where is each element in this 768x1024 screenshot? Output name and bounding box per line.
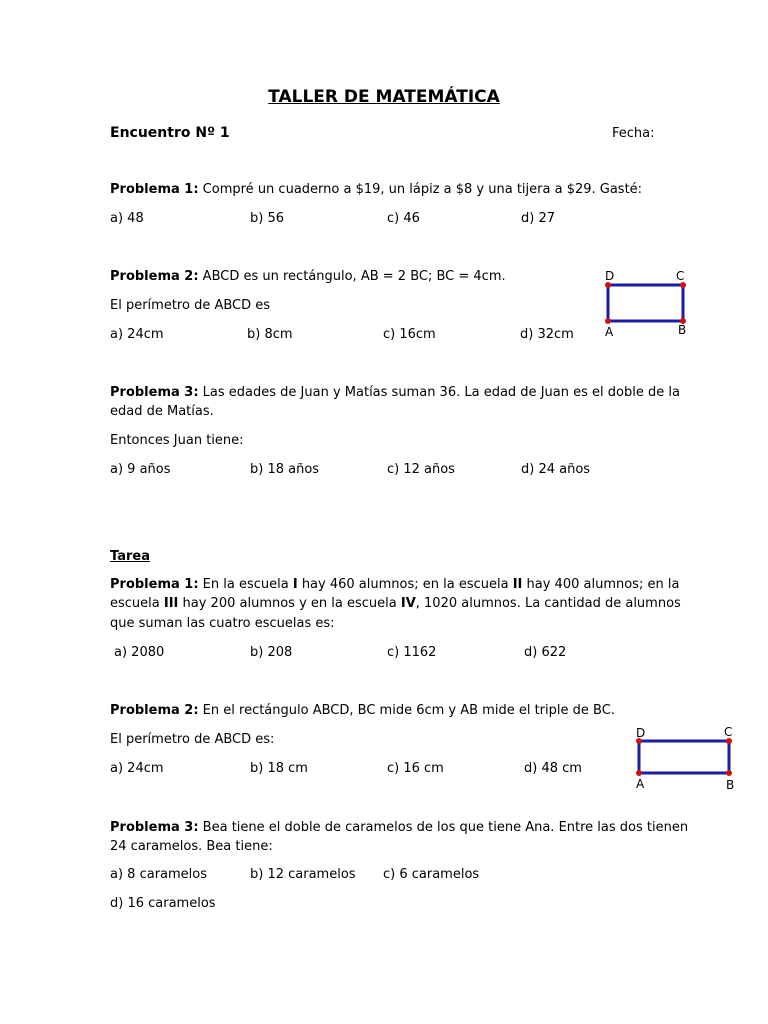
tarea-problem-1-option-b: b) 208 [250, 645, 293, 660]
tarea-problem-1-text-e: hay 200 alumnos y en la escuela [178, 596, 401, 611]
tarea-problem-1-text-f: , 1020 alumnos. La cantidad de alumnos [415, 596, 681, 611]
problem-2-statement [110, 268, 506, 286]
problem-2-label: Problema 2: [110, 269, 199, 284]
rectangle-abcd-figure-1 [600, 268, 695, 340]
tarea-problem-1-line-2 [110, 595, 681, 613]
problem-3-option-d: d) 24 años [521, 462, 591, 477]
tarea-problem-3-option-a: a) 8 caramelos [110, 867, 207, 882]
problem-1-option-d: d) 27 [521, 211, 555, 226]
page-title: TALLER DE MATEMÁTICA [268, 87, 500, 107]
vertex-a [636, 770, 642, 776]
tarea-problem-2-option-b: b) 18 cm [250, 761, 308, 776]
tarea-problem-1-option-a: a) 2080 [114, 645, 165, 660]
tarea-problem-1-text-c: hay 400 alumnos; en la [522, 577, 680, 592]
tarea-problem-1-label: Problema 1: [110, 577, 199, 592]
problem-3-text: Las edades de Juan y Matías suman 36. La edad de Juan es el doble de la [198, 385, 680, 400]
problem-1-label: Problema 1: [110, 182, 199, 197]
vertex-b-label: B [726, 778, 735, 792]
tarea-problem-2-option-d: d) 48 cm [524, 761, 582, 776]
fecha-label: Fecha: [612, 126, 655, 141]
tarea-problem-3-option-c: c) 6 caramelos [383, 867, 480, 882]
tarea-problem-1-option-d: d) 622 [524, 645, 567, 660]
school-iv-label: IV [400, 596, 416, 611]
problem-1-option-b: b) 56 [250, 211, 284, 226]
encuentro-label: Encuentro Nº 1 [110, 125, 230, 141]
problem-2-option-c: c) 16cm [383, 327, 436, 342]
vertex-c-label: C [724, 725, 733, 739]
tarea-problem-3-statement [110, 819, 688, 837]
vertex-d-label: D [605, 269, 615, 283]
tarea-problem-3-text-line-2: 24 caramelos. Bea tiene: [110, 839, 273, 854]
tarea-problem-1-text-b: hay 460 alumnos; en la escuela [297, 577, 513, 592]
tarea-problem-2-option-a: a) 24cm [110, 761, 164, 776]
tarea-problem-2-text: En el rectángulo ABCD, BC mide 6cm y AB mide el triple de BC. [198, 703, 615, 718]
rectangle-abcd-figure-2 [630, 724, 740, 796]
vertex-a [605, 318, 611, 324]
rectangle-shape [639, 741, 729, 773]
problem-2-option-d: d) 32cm [520, 327, 574, 342]
vertex-c-label: C [676, 269, 685, 283]
school-ii-label: II [512, 577, 523, 592]
tarea-problem-2-option-c: c) 16 cm [387, 761, 444, 776]
problem-3-text-line-2: edad de Matías. [110, 404, 214, 419]
vertex-b [726, 770, 732, 776]
tarea-problem-3-label: Problema 3: [110, 820, 199, 835]
problem-2-option-a: a) 24cm [110, 327, 164, 342]
problem-1-statement [110, 181, 642, 199]
problem-3-label: Problema 3: [110, 385, 199, 400]
tarea-problem-1-line-3: que suman las cuatro escuelas es: [110, 616, 335, 631]
problem-3-option-c: c) 12 años [387, 462, 455, 477]
tarea-heading: Tarea [110, 549, 150, 564]
problem-3-option-b: b) 18 años [250, 462, 320, 477]
tarea-problem-1-text-a: En la escuela [198, 577, 293, 592]
vertex-a-label: A [605, 325, 614, 339]
problem-1-option-a: a) 48 [110, 211, 144, 226]
problem-2-question: El perímetro de ABCD es [110, 298, 271, 313]
tarea-problem-3-text: Bea tiene el doble de caramelos de los que tiene Ana. Entre las dos tienen [198, 820, 689, 835]
tarea-problem-1-text-d: escuela [110, 596, 164, 611]
tarea-problem-2-statement [110, 702, 615, 720]
problem-2-option-b: b) 8cm [247, 327, 293, 342]
tarea-problem-2-question: El perímetro de ABCD es: [110, 732, 275, 747]
problem-1-option-c: c) 46 [387, 211, 420, 226]
school-iii-label: III [163, 596, 179, 611]
problem-1-text: Compré un cuaderno a $19, un lápiz a $8 y una tijera a $29. Gasté: [198, 182, 643, 197]
tarea-problem-3-option-b: b) 12 caramelos [250, 867, 356, 882]
tarea-problem-1-option-c: c) 1162 [387, 645, 437, 660]
vertex-d-label: D [636, 726, 646, 740]
rectangle-shape [608, 285, 683, 321]
tarea-problem-1-line-1 [110, 576, 679, 594]
tarea-problem-2-label: Problema 2: [110, 703, 199, 718]
vertex-a-label: A [636, 777, 645, 791]
problem-2-text: ABCD es un rectángulo, AB = 2 BC; BC = 4cm. [198, 269, 506, 284]
problem-3-question: Entonces Juan tiene: [110, 433, 244, 448]
tarea-problem-3-option-d: d) 16 caramelos [110, 896, 216, 911]
problem-3-statement [110, 384, 680, 402]
problem-3-option-a: a) 9 años [110, 462, 171, 477]
school-i-label: I [292, 577, 298, 592]
vertex-b-label: B [678, 323, 687, 337]
